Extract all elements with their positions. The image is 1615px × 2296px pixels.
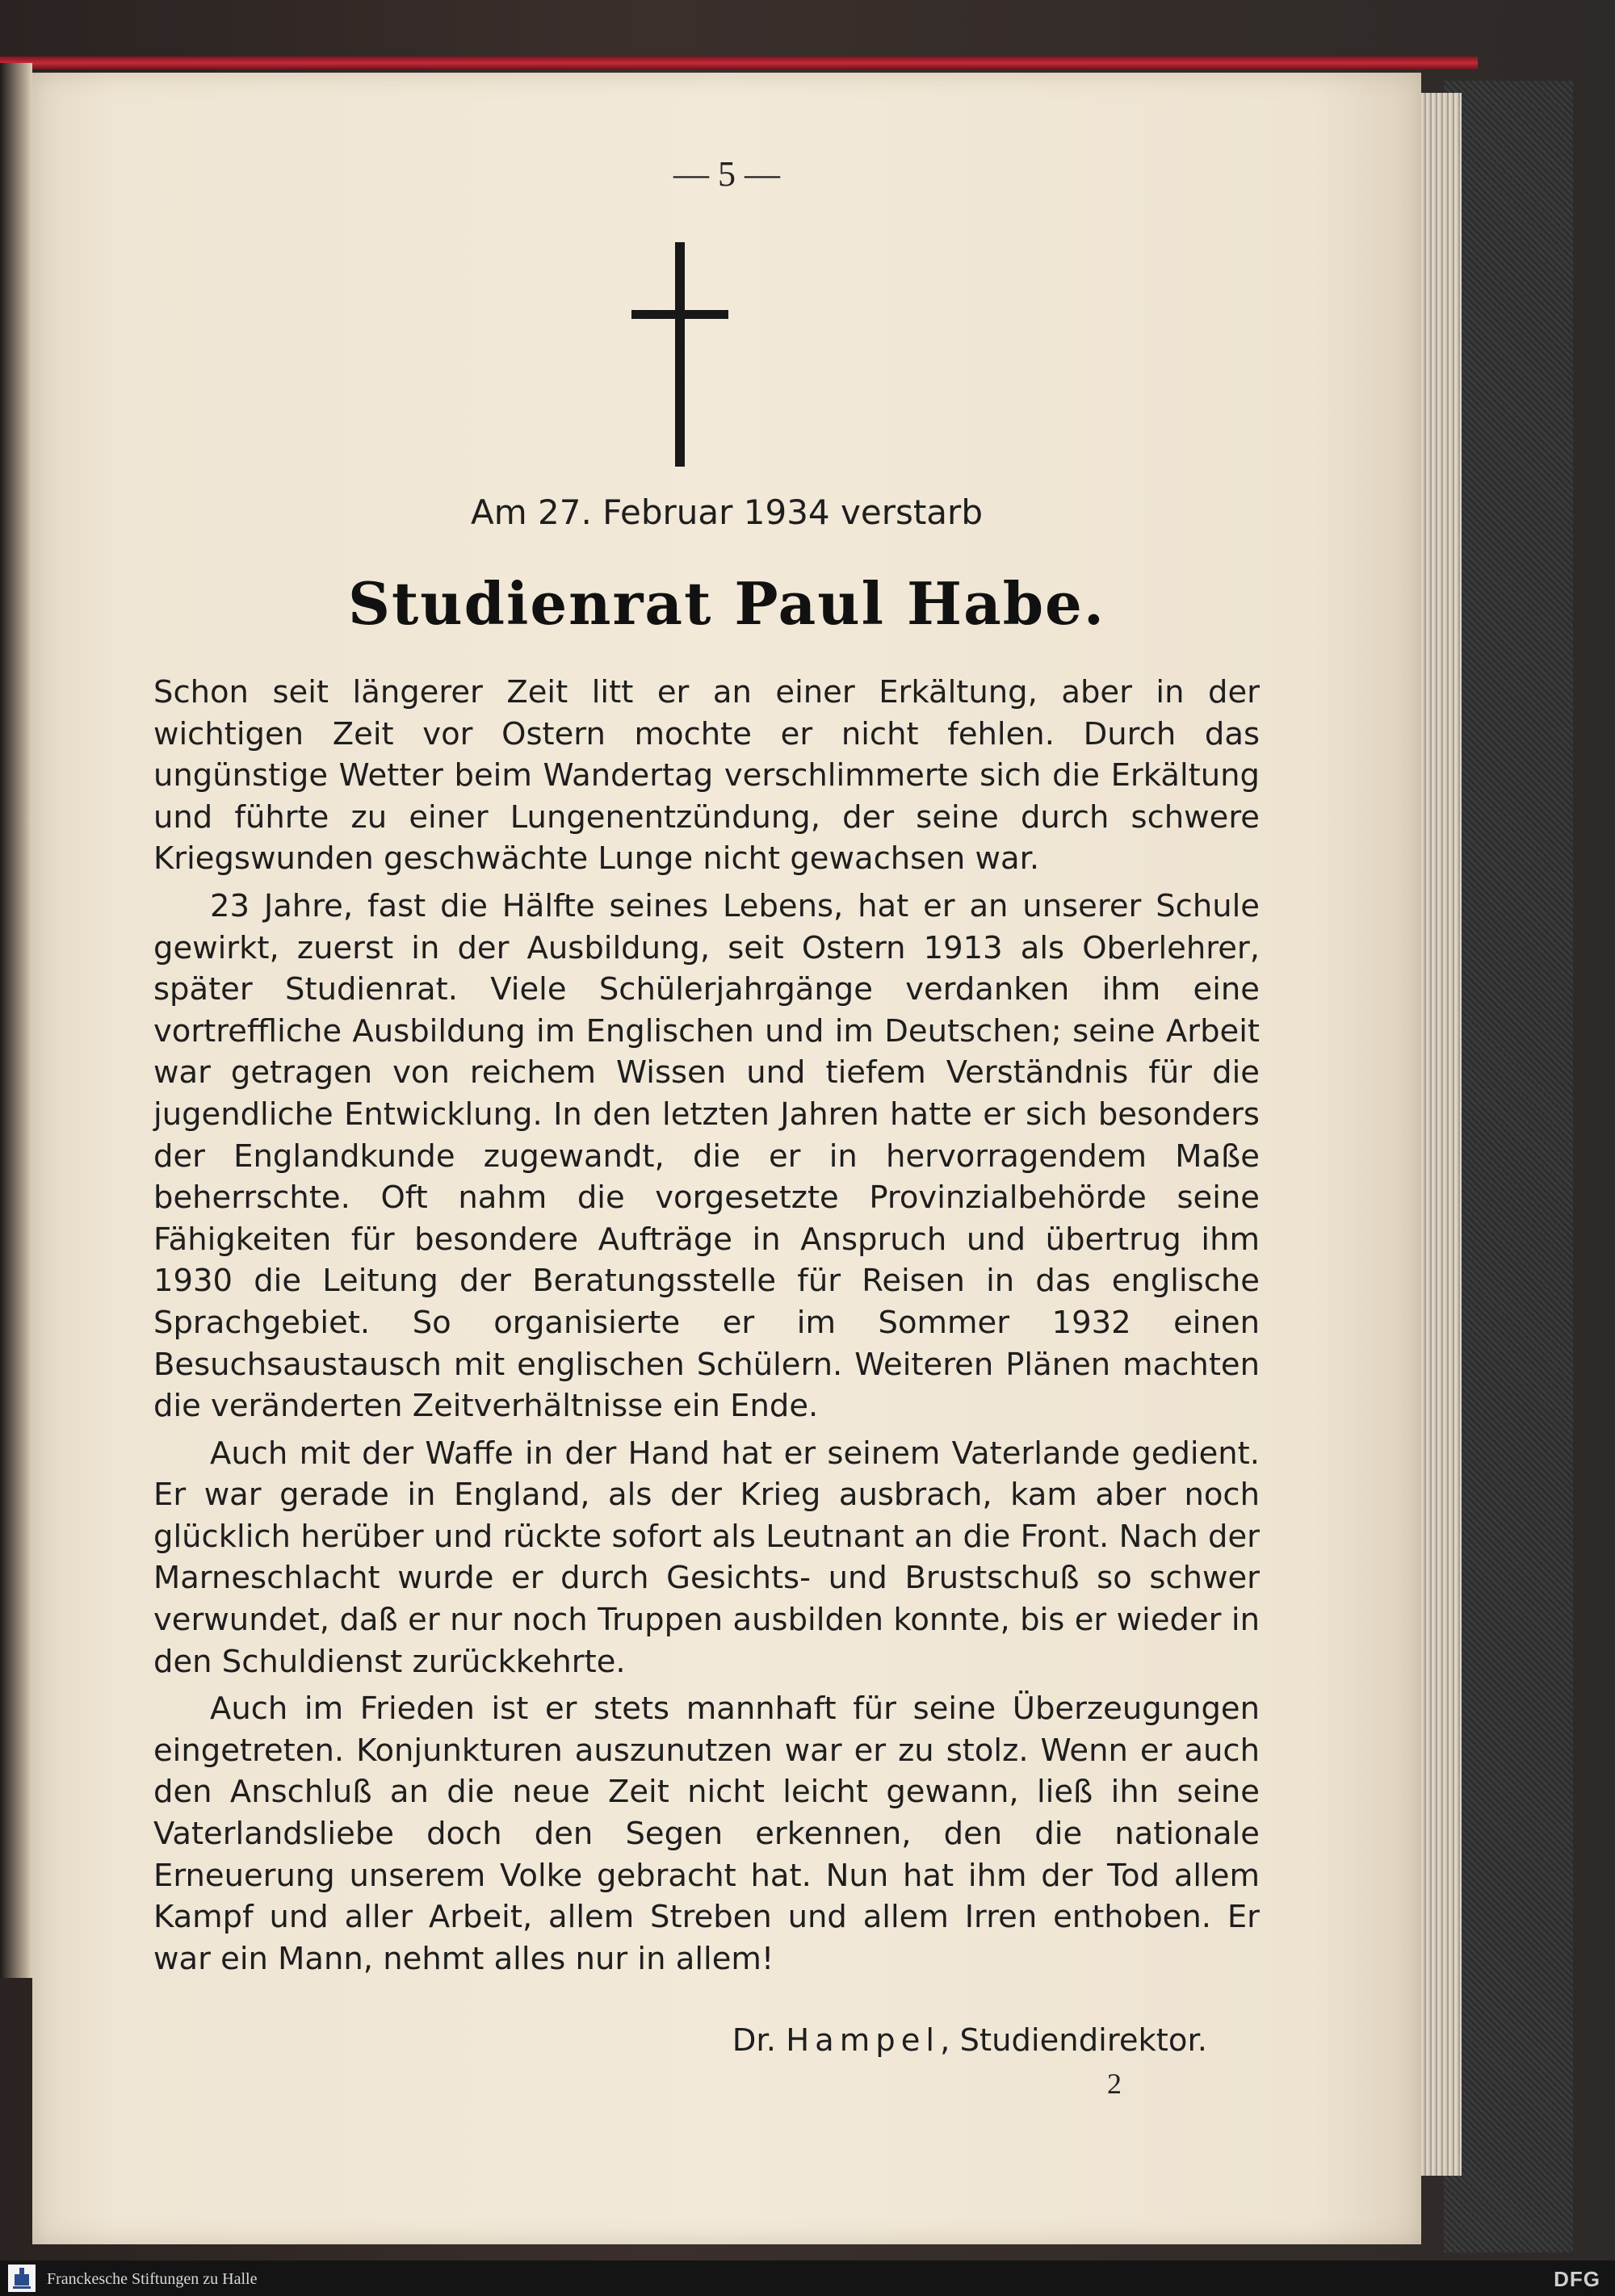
book-cover-left-edge bbox=[0, 63, 32, 1978]
cross-vertical-bar bbox=[675, 242, 685, 467]
page-stack-edge bbox=[1417, 93, 1462, 2176]
book-spine bbox=[1444, 81, 1573, 2252]
paragraph-war-service: Auch mit der Waffe in der Hand hat er seinem Vaterlande gedient. Er war gerade in England, als der Krieg ausbrach, kam aber noch glücklich herüber und rückte sofort als Leutnant an die Front. Nach der Marneschlacht wurde er durch Gesichts- und Brustschuß so schwer verwundet, daß er nur noch Truppen ausbilden konnte, bis er wieder in den Schuldienst zurückkehrte. bbox=[153, 1435, 1260, 1680]
death-notice: Am 27. Februar 1934 verstarb bbox=[471, 492, 983, 532]
book-cover-top-edge bbox=[0, 57, 1478, 69]
viewer-footer bbox=[0, 2260, 1615, 2296]
signature-title: , Studiendirektor. bbox=[940, 2022, 1207, 2059]
latin-cross-icon bbox=[631, 242, 728, 468]
cross-horizontal-bar bbox=[631, 310, 728, 319]
paragraph-career: 23 Jahre, fast die Hälfte seines Lebens, hat er an unserer Schule gewirkt, zuerst in der Ausbildung, seit Ostern 1913 als Oberlehrer, später Studienrat. Viele Schülerjahrgänge verdanken ihm eine vortreffliche Ausbildung im Englischen und im Deutschen; seine Arbeit war getragen von reichem Wissen und tiefem Verständnis für die jugendliche Entwicklung. In den letzten Jahren hatte er sich besonders der Englandkunde zugewandt, die er in hervorragendem Maße beherrschte. Oft nahm die vorgesetzte Provinzialbehörde seine Fähigkeiten für besondere Aufträge in Anspruch und übertrug ihm 1930 die Leitung der Beratungsstelle für Reisen in das englische Sprachgebiet. So organisierte er im Sommer 1932 einen Besuchsaustausch mit englischen Schülern. Weiteren Plänen machten die veränderten Zeitverhältnisse ein Ende. bbox=[153, 887, 1260, 1425]
signature-name: Hampel bbox=[786, 2022, 941, 2059]
sheet-signature-mark: 2 bbox=[1107, 2068, 1122, 2100]
signature-prefix: Dr. bbox=[732, 2022, 776, 2059]
dfg-logo: DFG bbox=[1554, 2267, 1600, 2291]
paragraph-illness: Schon seit längerer Zeit litt er an einer Erkältung, aber in der wichtigen Zeit vor Ostern mochte er nicht fehlen. Durch das ungünstige Wetter beim Wandertag verschlimmerte sich die Erkältung und führte zu einer Lungenentzündung, der seine durch schwere Kriegswunden geschwächte Lunge nicht gewachsen war. bbox=[153, 674, 1260, 878]
paragraph-character: Auch im Frieden ist er stets mannhaft für seine Überzeugungen eingetreten. Konjunkturen auszunutzen war er zu stolz. Wenn er auch den Anschluß an die neue Zeit nicht leicht gewann, ließ ihn seine Vaterlandsliebe doch den Segen erkennen, den die nationale Erneuerung unserem Volke gebracht hat. Nun hat ihm der Tod allem Kampf und aller Arbeit, allem Streben und allem Irren enthoben. Er war ein Mann, nehmt alles nur in allem! bbox=[153, 1691, 1260, 1977]
book-page bbox=[32, 73, 1421, 2244]
institution-logo-icon bbox=[8, 2265, 36, 2292]
obituary-text bbox=[153, 672, 1260, 1985]
deceased-name-heading: Studienrat Paul Habe. bbox=[348, 569, 1105, 638]
signature-line bbox=[153, 2022, 1207, 2059]
page-number: — 5 — bbox=[673, 154, 780, 194]
footer-institution-name: Franckesche Stiftungen zu Halle bbox=[47, 2270, 258, 2288]
